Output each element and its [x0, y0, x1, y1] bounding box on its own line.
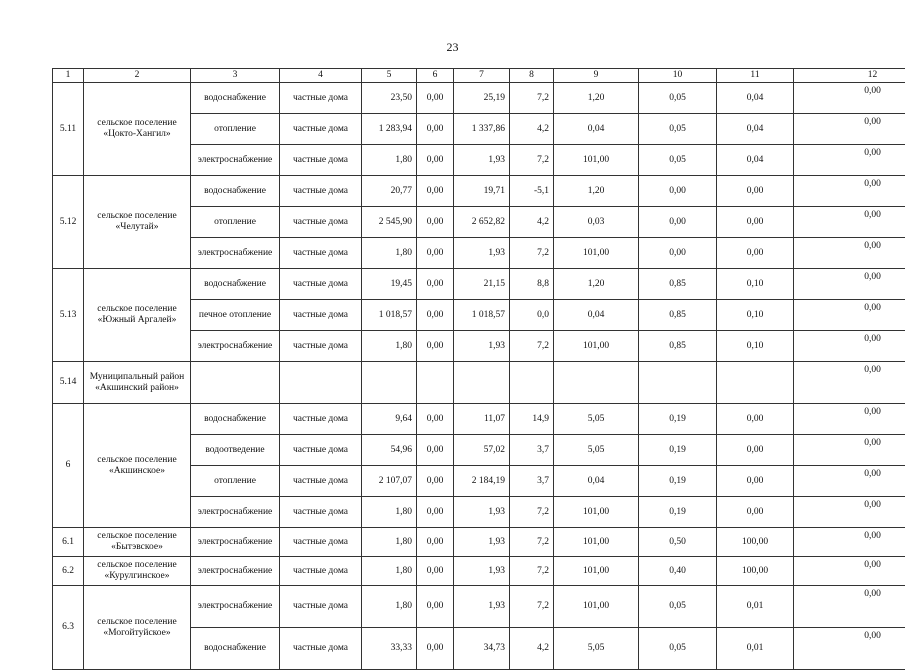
value-cell-col7: 1 018,57	[454, 300, 510, 331]
value-cell-col9: 1,20	[554, 176, 639, 207]
value-cell-col11: 0,10	[717, 300, 794, 331]
value-cell-col9: 101,00	[554, 331, 639, 362]
value-cell-col12: 0,00	[794, 362, 905, 404]
value-cell-col10: 0,05	[639, 83, 717, 114]
value-cell-col7: 1,93	[454, 497, 510, 528]
row-code-cell: 6.3	[53, 586, 84, 670]
value-cell-col12: 0,00	[794, 331, 905, 362]
value-cell-col6: 0,00	[417, 404, 454, 435]
value-cell-col6: 0,00	[417, 238, 454, 269]
value-cell-col11: 0,00	[717, 466, 794, 497]
value-cell-col11	[717, 362, 794, 404]
settlement-name-cell: сельское поселение «Южный Аргалей»	[84, 269, 191, 362]
value-cell-col9: 1,20	[554, 83, 639, 114]
value-cell-col9	[554, 362, 639, 404]
column-header: 7	[454, 69, 510, 83]
value-cell-col12: 0,00	[794, 83, 905, 114]
table-row	[53, 83, 905, 114]
value-cell-col5: 1,80	[362, 331, 417, 362]
housing-type-cell: частные дома	[280, 435, 362, 466]
column-header: 8	[510, 69, 554, 83]
value-cell-col8: 14,9	[510, 404, 554, 435]
value-cell-col5: 19,45	[362, 269, 417, 300]
value-cell-col5: 1 283,94	[362, 114, 417, 145]
value-cell-col5: 1,80	[362, 586, 417, 628]
row-code-cell: 5.14	[53, 362, 84, 404]
value-cell-col5: 33,33	[362, 628, 417, 670]
value-cell-col11: 0,00	[717, 435, 794, 466]
value-cell-col9: 0,04	[554, 466, 639, 497]
value-cell-col10: 0,85	[639, 269, 717, 300]
value-cell-col10: 0,19	[639, 435, 717, 466]
value-cell-col7: 57,02	[454, 435, 510, 466]
value-cell-col11: 0,00	[717, 207, 794, 238]
value-cell-col12: 0,00	[794, 557, 905, 586]
service-cell: водоотведение	[191, 435, 280, 466]
value-cell-col6: 0,00	[417, 528, 454, 557]
settlement-name-cell: сельское поселение «Могойтуйское»	[84, 586, 191, 670]
housing-type-cell: частные дома	[280, 83, 362, 114]
value-cell-col5: 1,80	[362, 145, 417, 176]
housing-type-cell: частные дома	[280, 176, 362, 207]
value-cell-col12: 0,00	[794, 238, 905, 269]
value-cell-col9: 101,00	[554, 145, 639, 176]
value-cell-col9: 0,04	[554, 114, 639, 145]
value-cell-col7: 1,93	[454, 238, 510, 269]
value-cell-col5: 9,64	[362, 404, 417, 435]
value-cell-col5: 2 107,07	[362, 466, 417, 497]
settlement-name-cell: Муниципальный район «Акшинский район»	[84, 362, 191, 404]
service-cell: электроснабжение	[191, 331, 280, 362]
value-cell-col6: 0,00	[417, 145, 454, 176]
value-cell-col6: 0,00	[417, 331, 454, 362]
value-cell-col5: 1 018,57	[362, 300, 417, 331]
settlement-name-cell: сельское поселение «Челутай»	[84, 176, 191, 269]
value-cell-col5	[362, 362, 417, 404]
value-cell-col10: 0,40	[639, 557, 717, 586]
value-cell-col6: 0,00	[417, 176, 454, 207]
value-cell-col8: 7,2	[510, 145, 554, 176]
column-header: 5	[362, 69, 417, 83]
value-cell-col10: 0,05	[639, 114, 717, 145]
value-cell-col7: 1,93	[454, 528, 510, 557]
value-cell-col6: 0,00	[417, 466, 454, 497]
value-cell-col9: 5,05	[554, 404, 639, 435]
service-cell: электроснабжение	[191, 497, 280, 528]
housing-type-cell: частные дома	[280, 207, 362, 238]
housing-type-cell: частные дома	[280, 331, 362, 362]
value-cell-col10: 0,19	[639, 466, 717, 497]
housing-type-cell: частные дома	[280, 269, 362, 300]
column-header: 11	[717, 69, 794, 83]
value-cell-col8: 7,2	[510, 528, 554, 557]
column-header: 12	[794, 69, 905, 83]
housing-type-cell: частные дома	[280, 557, 362, 586]
value-cell-col12: 0,00	[794, 497, 905, 528]
service-cell: водоснабжение	[191, 404, 280, 435]
value-cell-col12: 0,00	[794, 466, 905, 497]
tariff-table	[52, 68, 905, 670]
value-cell-col9: 101,00	[554, 497, 639, 528]
table-row	[53, 404, 905, 435]
value-cell-col11: 0,04	[717, 83, 794, 114]
housing-type-cell: частные дома	[280, 466, 362, 497]
service-cell: печное отопление	[191, 300, 280, 331]
service-cell: электроснабжение	[191, 238, 280, 269]
value-cell-col12: 0,00	[794, 114, 905, 145]
value-cell-col7: 1,93	[454, 145, 510, 176]
value-cell-col8: 7,2	[510, 557, 554, 586]
value-cell-col5: 2 545,90	[362, 207, 417, 238]
value-cell-col10: 0,05	[639, 145, 717, 176]
value-cell-col5: 1,80	[362, 528, 417, 557]
settlement-name-cell: сельское поселение «Бытэвское»	[84, 528, 191, 557]
value-cell-col6: 0,00	[417, 586, 454, 628]
service-cell: водоснабжение	[191, 176, 280, 207]
value-cell-col7: 34,73	[454, 628, 510, 670]
value-cell-col6: 0,00	[417, 269, 454, 300]
service-cell: водоснабжение	[191, 628, 280, 670]
value-cell-col9: 5,05	[554, 628, 639, 670]
housing-type-cell: частные дома	[280, 528, 362, 557]
value-cell-col11: 100,00	[717, 557, 794, 586]
value-cell-col7: 25,19	[454, 83, 510, 114]
value-cell-col9: 5,05	[554, 435, 639, 466]
table-row	[53, 176, 905, 207]
service-cell: отопление	[191, 207, 280, 238]
value-cell-col8: 0,0	[510, 300, 554, 331]
value-cell-col10: 0,85	[639, 300, 717, 331]
value-cell-col6: 0,00	[417, 557, 454, 586]
value-cell-col8: 7,2	[510, 238, 554, 269]
value-cell-col11: 0,10	[717, 269, 794, 300]
value-cell-col6: 0,00	[417, 207, 454, 238]
settlement-name-cell: сельское поселение «Цокто-Хангил»	[84, 83, 191, 176]
service-cell	[191, 362, 280, 404]
value-cell-col10: 0,05	[639, 628, 717, 670]
value-cell-col10: 0,19	[639, 404, 717, 435]
value-cell-col10: 0,00	[639, 176, 717, 207]
service-cell: электроснабжение	[191, 528, 280, 557]
value-cell-col12: 0,00	[794, 269, 905, 300]
value-cell-col12: 0,00	[794, 528, 905, 557]
value-cell-col12: 0,00	[794, 404, 905, 435]
value-cell-col11: 0,00	[717, 176, 794, 207]
value-cell-col7: 11,07	[454, 404, 510, 435]
value-cell-col5: 20,77	[362, 176, 417, 207]
value-cell-col7: 1 337,86	[454, 114, 510, 145]
value-cell-col6: 0,00	[417, 300, 454, 331]
housing-type-cell	[280, 362, 362, 404]
value-cell-col10: 0,19	[639, 497, 717, 528]
value-cell-col7: 2 652,82	[454, 207, 510, 238]
value-cell-col11: 100,00	[717, 528, 794, 557]
value-cell-col8: 3,7	[510, 466, 554, 497]
value-cell-col7: 21,15	[454, 269, 510, 300]
housing-type-cell: частные дома	[280, 628, 362, 670]
service-cell: отопление	[191, 466, 280, 497]
value-cell-col11: 0,00	[717, 404, 794, 435]
value-cell-col7: 1,93	[454, 331, 510, 362]
value-cell-col8: -5,1	[510, 176, 554, 207]
value-cell-col5: 23,50	[362, 83, 417, 114]
value-cell-col7: 19,71	[454, 176, 510, 207]
value-cell-col6: 0,00	[417, 114, 454, 145]
column-header: 1	[53, 69, 84, 83]
row-code-cell: 6.2	[53, 557, 84, 586]
column-header: 10	[639, 69, 717, 83]
row-code-cell: 5.13	[53, 269, 84, 362]
table-row	[53, 528, 905, 557]
value-cell-col11: 0,04	[717, 145, 794, 176]
value-cell-col9: 101,00	[554, 238, 639, 269]
value-cell-col7: 1,93	[454, 557, 510, 586]
header-row	[53, 69, 905, 83]
value-cell-col10: 0,00	[639, 207, 717, 238]
value-cell-col9: 101,00	[554, 557, 639, 586]
value-cell-col5: 1,80	[362, 557, 417, 586]
value-cell-col12: 0,00	[794, 300, 905, 331]
value-cell-col9: 101,00	[554, 586, 639, 628]
page-number: 23	[0, 40, 905, 55]
value-cell-col10: 0,85	[639, 331, 717, 362]
service-cell: отопление	[191, 114, 280, 145]
value-cell-col11: 0,00	[717, 497, 794, 528]
value-cell-col7	[454, 362, 510, 404]
service-cell: электроснабжение	[191, 557, 280, 586]
value-cell-col11: 0,00	[717, 238, 794, 269]
value-cell-col8	[510, 362, 554, 404]
housing-type-cell: частные дома	[280, 404, 362, 435]
table-row	[53, 586, 905, 628]
value-cell-col9: 0,04	[554, 300, 639, 331]
settlement-name-cell: сельское поселение «Акшинское»	[84, 404, 191, 528]
value-cell-col10	[639, 362, 717, 404]
value-cell-col12: 0,00	[794, 435, 905, 466]
column-header: 9	[554, 69, 639, 83]
value-cell-col12: 0,00	[794, 628, 905, 670]
housing-type-cell: частные дома	[280, 300, 362, 331]
value-cell-col9: 0,03	[554, 207, 639, 238]
value-cell-col12: 0,00	[794, 145, 905, 176]
value-cell-col5: 1,80	[362, 497, 417, 528]
table-row	[53, 269, 905, 300]
value-cell-col12: 0,00	[794, 207, 905, 238]
housing-type-cell: частные дома	[280, 238, 362, 269]
column-header: 6	[417, 69, 454, 83]
row-code-cell: 5.11	[53, 83, 84, 176]
value-cell-col8: 4,2	[510, 207, 554, 238]
value-cell-col12: 0,00	[794, 176, 905, 207]
column-header: 3	[191, 69, 280, 83]
value-cell-col6: 0,00	[417, 628, 454, 670]
value-cell-col5: 1,80	[362, 238, 417, 269]
value-cell-col8: 7,2	[510, 83, 554, 114]
service-cell: электроснабжение	[191, 145, 280, 176]
housing-type-cell: частные дома	[280, 586, 362, 628]
table-row	[53, 557, 905, 586]
value-cell-col9: 101,00	[554, 528, 639, 557]
value-cell-col11: 0,04	[717, 114, 794, 145]
value-cell-col7: 2 184,19	[454, 466, 510, 497]
housing-type-cell: частные дома	[280, 145, 362, 176]
value-cell-col9: 1,20	[554, 269, 639, 300]
value-cell-col10: 0,00	[639, 238, 717, 269]
value-cell-col5: 54,96	[362, 435, 417, 466]
value-cell-col11: 0,01	[717, 586, 794, 628]
value-cell-col7: 1,93	[454, 586, 510, 628]
value-cell-col8: 8,8	[510, 269, 554, 300]
value-cell-col11: 0,10	[717, 331, 794, 362]
row-code-cell: 6	[53, 404, 84, 528]
column-header: 2	[84, 69, 191, 83]
value-cell-col10: 0,50	[639, 528, 717, 557]
service-cell: водоснабжение	[191, 83, 280, 114]
service-cell: электроснабжение	[191, 586, 280, 628]
value-cell-col6	[417, 362, 454, 404]
value-cell-col8: 7,2	[510, 331, 554, 362]
value-cell-col11: 0,01	[717, 628, 794, 670]
value-cell-col6: 0,00	[417, 497, 454, 528]
value-cell-col8: 7,2	[510, 586, 554, 628]
value-cell-col12: 0,00	[794, 586, 905, 628]
value-cell-col8: 4,2	[510, 628, 554, 670]
value-cell-col8: 7,2	[510, 497, 554, 528]
housing-type-cell: частные дома	[280, 114, 362, 145]
value-cell-col10: 0,05	[639, 586, 717, 628]
value-cell-col8: 4,2	[510, 114, 554, 145]
value-cell-col8: 3,7	[510, 435, 554, 466]
column-header: 4	[280, 69, 362, 83]
settlement-name-cell: сельское поселение «Курулгинское»	[84, 557, 191, 586]
table-row	[53, 362, 905, 404]
row-code-cell: 6.1	[53, 528, 84, 557]
value-cell-col6: 0,00	[417, 435, 454, 466]
value-cell-col6: 0,00	[417, 83, 454, 114]
row-code-cell: 5.12	[53, 176, 84, 269]
service-cell: водоснабжение	[191, 269, 280, 300]
housing-type-cell: частные дома	[280, 497, 362, 528]
